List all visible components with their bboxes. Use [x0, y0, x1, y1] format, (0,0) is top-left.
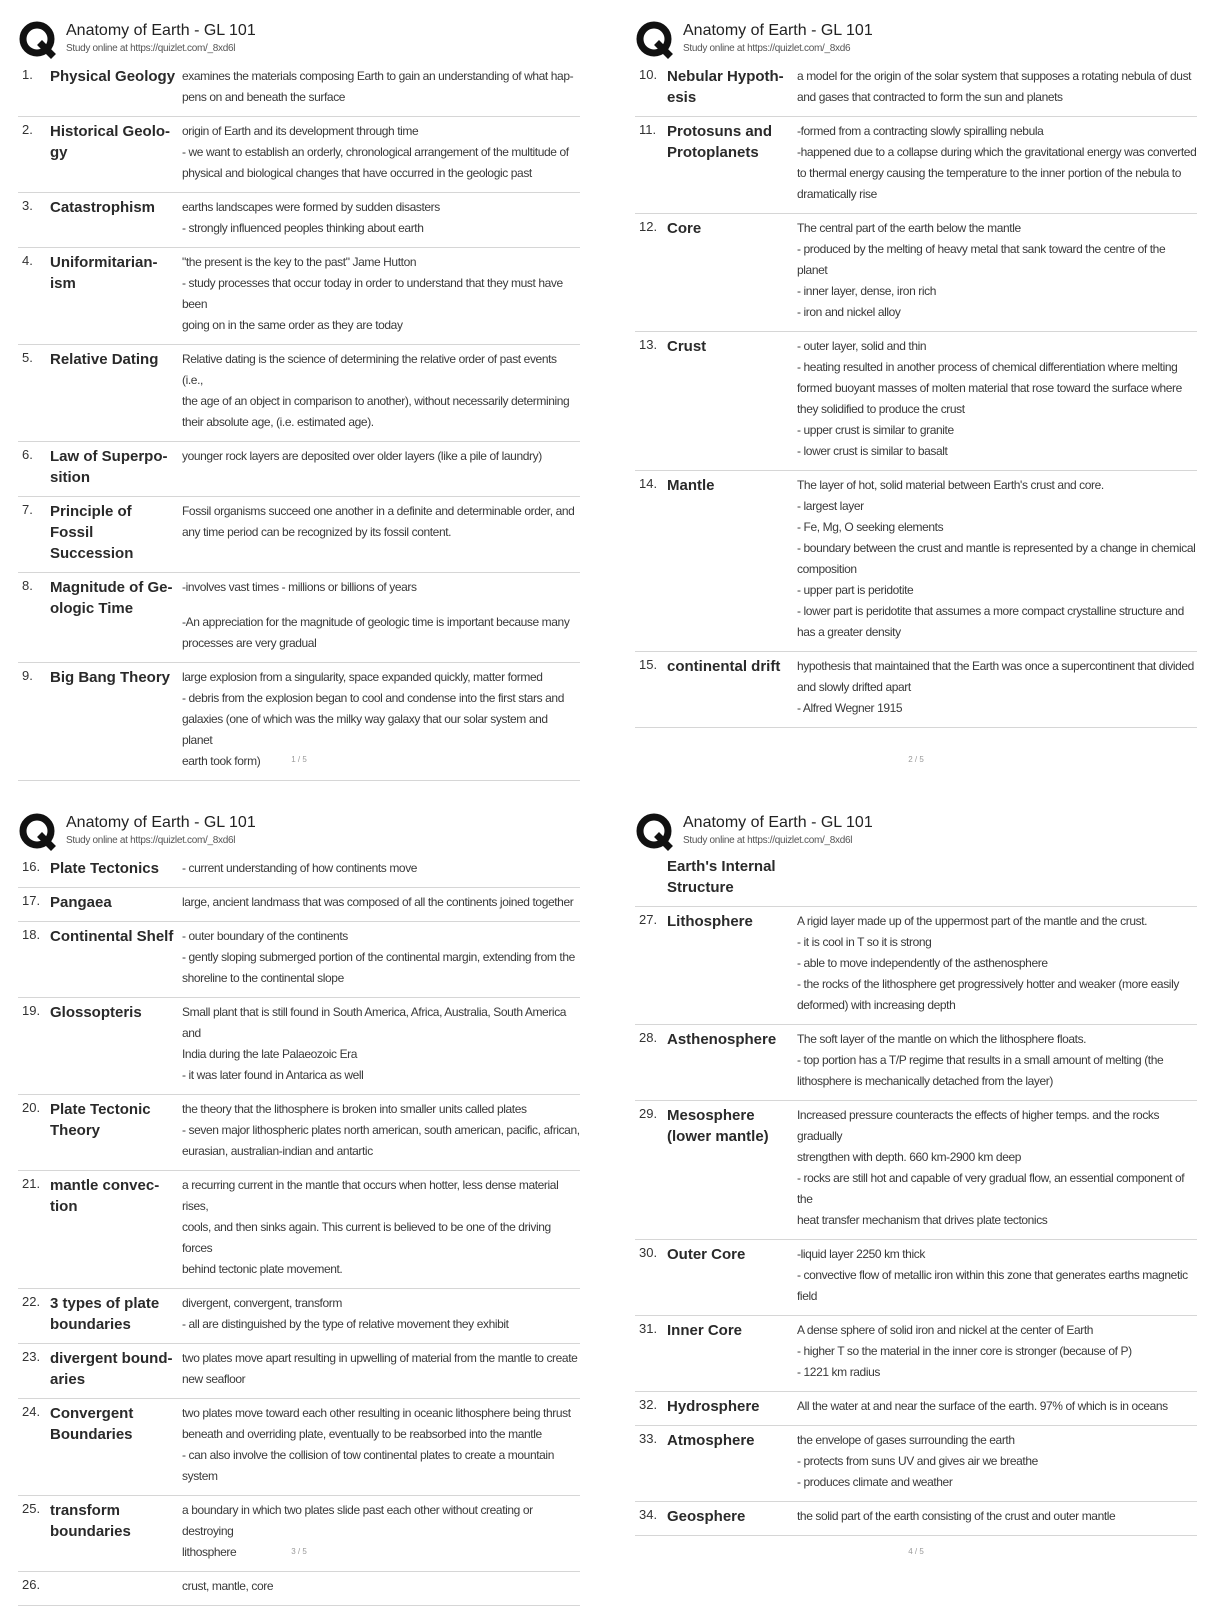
term-name: Lithosphere [667, 913, 753, 930]
page-header [18, 18, 580, 62]
term-name: Pangaea [50, 894, 112, 911]
term-definition [797, 1105, 1197, 1231]
definition-line: - gently sloping submerged portion of the continental margin, extending from the [182, 950, 575, 964]
term-row [18, 1095, 580, 1171]
term-list [635, 62, 1197, 728]
term-number: 6. [22, 447, 33, 462]
term-name: Uniformitarian- ism [50, 254, 158, 292]
term-row [635, 332, 1197, 471]
header-title: Anatomy of Earth - GL 101 [683, 22, 873, 39]
definition-line: their absolute age, (i.e. estimated age). [182, 415, 374, 429]
term-number: 18. [22, 927, 41, 942]
term-name: Hydrosphere [667, 1398, 760, 1415]
definition-line: -happened due to a collapse during which the gravitational energy was converted [797, 145, 1197, 159]
definition-line: divergent, convergent, transform [182, 1296, 342, 1310]
definition-line: origin of Earth and its development through time [182, 124, 419, 138]
term-row [18, 998, 580, 1095]
term-name: Glossopteris [50, 1004, 142, 1021]
definition-line: Small plant that is still found in South America, Africa, Australia, South America and [182, 1005, 567, 1040]
term-row [18, 573, 580, 663]
header-subtitle: Study online at https://quizlet.com/_8xd6l [66, 43, 236, 54]
term-row [18, 1171, 580, 1289]
definition-gap [182, 598, 580, 612]
term-row [635, 1392, 1197, 1426]
definition-line: heat transfer mechanism that drives plate tectonics [797, 1213, 1048, 1227]
definition-line: - protects from suns UV and gives air we breathe [797, 1454, 1038, 1468]
term-list [18, 62, 580, 781]
term-number: 9. [22, 668, 33, 683]
definition-line: and gases that contracted to form the sun and planets [797, 90, 1063, 104]
term-number: 31. [639, 1321, 658, 1336]
definition-line: - heating resulted in another process of chemical differentiation where melting [797, 360, 1178, 374]
page-number: 3 / 5 [291, 1547, 307, 1556]
term-definition [182, 892, 580, 913]
term-number: 11. [639, 122, 657, 137]
term-name: Geosphere [667, 1508, 746, 1525]
definition-line: to thermal energy causing the temperature to the inner portion of the nebula to [797, 166, 1181, 180]
definition-line: they solidified to produce the crust [797, 402, 965, 416]
term-row [18, 922, 580, 998]
term-list [18, 854, 580, 1606]
term-name: divergent bound- aries [50, 1350, 173, 1388]
definition-line: the age of an object in comparison to another), without necessarily determining [182, 394, 570, 408]
term-number: 3. [22, 198, 33, 213]
term-name: Asthenosphere [667, 1031, 777, 1048]
definition-line: dramatically rise [797, 187, 877, 201]
quizlet-logo-icon [18, 20, 56, 58]
term-name: Plate Tectonics [50, 860, 159, 877]
definition-line: composition [797, 562, 857, 576]
term-name: Core [667, 220, 702, 237]
term-definition [797, 1244, 1197, 1307]
definition-line: - upper crust is similar to granite [797, 423, 954, 437]
term-row [18, 345, 580, 442]
term-row [635, 62, 1197, 117]
term-number: 15. [639, 657, 658, 672]
term-row [635, 652, 1197, 728]
term-name: Outer Core [667, 1246, 746, 1263]
term-number: 19. [22, 1003, 41, 1018]
term-row [635, 117, 1197, 214]
definition-line: - produces climate and weather [797, 1475, 953, 1489]
term-definition [182, 446, 580, 488]
definition-line: shoreline to the continental slope [182, 971, 344, 985]
page-1 [18, 18, 580, 778]
term-number: 8. [22, 578, 33, 593]
term-definition [182, 197, 580, 239]
term-definition [797, 1320, 1197, 1383]
definition-line: - 1221 km radius [797, 1365, 880, 1379]
term-row [635, 1316, 1197, 1392]
term-row [18, 1572, 580, 1606]
definition-line: - lower part is peridotite that assumes a more compact crystalline structure and [797, 604, 1184, 618]
definition-line: younger rock layers are deposited over older layers (like a pile of laundry) [182, 449, 542, 463]
term-number: 23. [22, 1349, 41, 1364]
definition-line: - able to move independently of the asthenosphere [797, 956, 1048, 970]
page-3 [18, 810, 580, 1593]
definition-line: large, ancient landmass that was composed of all the continents joined together [182, 895, 574, 909]
definition-line: a boundary in which two plates slide past each other without creating or destroying [182, 1503, 533, 1538]
definition-line: beneath and overriding plate, eventually to be reabsorbed into the mantle [182, 1427, 542, 1441]
term-definition [182, 349, 580, 433]
term-definition [797, 66, 1197, 108]
term-name: Inner Core [667, 1322, 743, 1339]
definition-line: A rigid layer made up of the uppermost part of the mantle and the crust. [797, 914, 1148, 928]
definition-line: -An appreciation for the magnitude of geologic time is important because many [182, 615, 570, 629]
definition-line: examines the materials composing Earth to gain an understanding of what hap- [182, 69, 574, 83]
term-name: Continental Shelf [50, 928, 174, 945]
page-number: 2 / 5 [908, 755, 924, 764]
term-name: Protosuns and Protoplanets [667, 123, 773, 161]
term-definition [182, 577, 580, 654]
definition-line: The soft layer of the mantle on which the lithosphere floats. [797, 1032, 1087, 1046]
definition-line: - outer boundary of the continents [182, 929, 348, 943]
definition-line: India during the late Palaeozoic Era [182, 1047, 358, 1061]
page-4 [635, 810, 1197, 1570]
term-row [18, 888, 580, 922]
term-name: Relative Dating [50, 351, 159, 368]
term-number: 30. [639, 1245, 658, 1260]
term-name: Principle of Fossil Succession [50, 503, 134, 562]
definition-line: - all are distinguished by the type of relative movement they exhibit [182, 1317, 509, 1331]
term-definition [797, 218, 1197, 323]
page-header [18, 810, 580, 854]
definition-line: a recurring current in the mantle that occurs when hotter, less dense material rises, [182, 1178, 559, 1213]
term-name: Catastrophism [50, 199, 156, 216]
header-subtitle: Study online at https://quizlet.com/_8xd6l [683, 835, 853, 846]
definition-line: earths landscapes were formed by sudden disasters [182, 200, 440, 214]
term-name: continental drift [667, 658, 781, 675]
term-number: 21. [22, 1176, 41, 1191]
term-definition [182, 1403, 580, 1487]
definition-line: and slowly drifted apart [797, 680, 911, 694]
page-2 [635, 18, 1197, 778]
page-number: 1 / 5 [291, 755, 307, 764]
definition-line: eurasian, australian-indian and antartic [182, 1144, 373, 1158]
quizlet-logo-icon [18, 812, 56, 850]
definition-line: -involves vast times - millions or billions of years [182, 580, 417, 594]
term-list [635, 907, 1197, 1536]
term-number: 12. [639, 219, 658, 234]
definition-line: - seven major lithospheric plates north american, south american, pacific, african, [182, 1123, 580, 1137]
term-number: 28. [639, 1030, 658, 1045]
definition-line: any time period can be recognized by its fossil content. [182, 525, 452, 539]
term-name: transform boundaries [50, 1502, 131, 1540]
definition-line: the envelope of gases surrounding the earth [797, 1433, 1015, 1447]
header-title: Anatomy of Earth - GL 101 [66, 22, 256, 39]
term-name: Plate Tectonic Theory [50, 1101, 151, 1139]
term-number: 14. [639, 476, 658, 491]
term-row [18, 854, 580, 888]
term-row [18, 1399, 580, 1496]
definition-line: physical and biological changes that have occurred in the geologic past [182, 166, 532, 180]
term-number: 34. [639, 1507, 658, 1522]
page-number: 4 / 5 [908, 1547, 924, 1556]
term-name: Physical Geology [50, 68, 176, 85]
term-number: 16. [22, 859, 41, 874]
term-row [635, 214, 1197, 332]
term-number: 25. [22, 1501, 41, 1516]
term-definition [797, 1029, 1197, 1092]
definition-line: cools, and then sinks again. This current is believed to be one of the driving forces [182, 1220, 551, 1255]
definition-line: The central part of the earth below the mantle [797, 221, 1021, 235]
term-name: Law of Superpo- sition [50, 448, 168, 486]
term-definition [182, 66, 580, 108]
term-definition [182, 1348, 580, 1390]
definition-line: "the present is the key to the past" Jame Hutton [182, 255, 417, 269]
definition-line: has a greater density [797, 625, 901, 639]
term-number: 20. [22, 1100, 41, 1115]
page-header [635, 810, 1197, 854]
term-definition [182, 858, 580, 879]
definition-line: lithosphere [182, 1545, 237, 1559]
term-definition [182, 121, 580, 184]
term-row [18, 442, 580, 497]
term-name: Big Bang Theory [50, 669, 171, 686]
term-number: 13. [639, 337, 658, 352]
definition-line: new seafloor [182, 1372, 246, 1386]
page-header [635, 18, 1197, 62]
term-definition [182, 926, 580, 989]
definition-line: Fossil organisms succeed one another in a definite and determinable order, and [182, 504, 575, 518]
term-row [635, 471, 1197, 652]
definition-line: - debris from the explosion began to cool and condense into the first stars and [182, 691, 564, 705]
term-name: Nebular Hypoth- esis [667, 68, 784, 106]
section-heading-row [635, 854, 1197, 907]
term-number: 4. [22, 253, 33, 268]
definition-line: Relative dating is the science of determining the relative order of past events (i.e., [182, 352, 557, 387]
definition-line: - outer layer, solid and thin [797, 339, 927, 353]
term-number: 32. [639, 1397, 658, 1412]
definition-line: - Alfred Wegner 1915 [797, 701, 903, 715]
term-number: 10. [639, 67, 658, 82]
term-definition [182, 1576, 580, 1597]
definition-line: - top portion has a T/P regime that results in a small amount of melting (the [797, 1053, 1164, 1067]
definition-line: the solid part of the earth consisting of the crust and outer mantle [797, 1509, 1116, 1523]
quizlet-logo-icon [635, 812, 673, 850]
definition-line: deformed) with increasing depth [797, 998, 956, 1012]
definition-line: - study processes that occur today in order to understand that they must have been [182, 276, 563, 311]
definition-line: processes are very gradual [182, 636, 317, 650]
term-number: 26. [22, 1577, 41, 1592]
term-row [18, 193, 580, 248]
definition-line: - it was later found in Antarica as well [182, 1068, 364, 1082]
definition-line: - it is cool in T so it is strong [797, 935, 932, 949]
definition-line: two plates move toward each other resulting in oceanic lithosphere being thrust [182, 1406, 571, 1420]
term-row [18, 117, 580, 193]
definition-line: field [797, 1289, 818, 1303]
term-definition [797, 1430, 1197, 1493]
definition-line: - produced by the melting of heavy metal that sank toward the centre of the planet [797, 242, 1166, 277]
term-definition [182, 1002, 580, 1086]
term-definition [797, 121, 1197, 205]
term-definition [797, 336, 1197, 462]
definition-line: - convective flow of metallic iron within this zone that generates earths magnetic [797, 1268, 1188, 1282]
definition-line: - higher T so the material in the inner core is stronger (because of P) [797, 1344, 1132, 1358]
header-subtitle: Study online at https://quizlet.com/_8xd6l [66, 835, 236, 846]
definition-line: earth took form) [182, 754, 261, 768]
term-name: mantle convec- tion [50, 1177, 160, 1215]
term-number: 29. [639, 1106, 658, 1121]
section-heading: Earth's Internal Structure [667, 858, 776, 896]
definition-line: - lower crust is similar to basalt [797, 444, 948, 458]
definition-line: pens on and beneath the surface [182, 90, 346, 104]
term-definition [182, 501, 580, 564]
definition-line: galaxies (one of which was the milky way galaxy that our solar system and planet [182, 712, 548, 747]
term-number: 22. [22, 1294, 41, 1309]
term-definition [182, 252, 580, 336]
definition-line: - we want to establish an orderly, chronological arrangement of the multitude of [182, 145, 569, 159]
definition-line: - inner layer, dense, iron rich [797, 284, 937, 298]
definition-line: - the rocks of the lithosphere get progressively hotter and weaker (more easily [797, 977, 1179, 991]
definition-line: Increased pressure counteracts the effects of higher temps. and the rocks gradually [797, 1108, 1160, 1143]
term-row [635, 1101, 1197, 1240]
term-row [635, 907, 1197, 1025]
term-row [18, 248, 580, 345]
term-row [18, 1344, 580, 1399]
definition-line: a model for the origin of the solar system that supposes a rotating nebula of dust [797, 69, 1192, 83]
definition-line: - largest layer [797, 499, 864, 513]
header-subtitle: Study online at https://quizlet.com/_8xd6 [683, 43, 851, 54]
term-definition [182, 1293, 580, 1335]
definition-line: - upper part is peridotite [797, 583, 914, 597]
header-title: Anatomy of Earth - GL 101 [683, 814, 873, 831]
term-row [635, 1426, 1197, 1502]
term-definition [797, 656, 1197, 719]
term-number: 1. [22, 67, 33, 82]
definition-line: crust, mantle, core [182, 1579, 274, 1593]
definition-line: -formed from a contracting slowly spiralling nebula [797, 124, 1044, 138]
definition-line: - strongly influenced peoples thinking about earth [182, 221, 424, 235]
term-definition [797, 911, 1197, 1016]
term-name: Atmosphere [667, 1432, 755, 1449]
definition-line: - rocks are still hot and capable of very gradual flow, an essential component of the [797, 1171, 1185, 1206]
term-name: Mantle [667, 477, 715, 494]
definition-line: - iron and nickel alloy [797, 305, 901, 319]
definition-line: - boundary between the crust and mantle is represented by a change in chemical [797, 541, 1196, 555]
definition-line: the theory that the lithosphere is broken into smaller units called plates [182, 1102, 527, 1116]
definition-line: large explosion from a singularity, space expanded quickly, matter formed [182, 670, 543, 684]
term-number: 17. [22, 893, 41, 908]
term-name: Magnitude of Ge- ologic Time [50, 579, 173, 617]
term-definition [797, 1396, 1197, 1417]
term-definition [797, 475, 1197, 643]
definition-line: - Fe, Mg, O seeking elements [797, 520, 944, 534]
term-number: 33. [639, 1431, 658, 1446]
definition-line: -liquid layer 2250 km thick [797, 1247, 925, 1261]
term-definition [797, 1506, 1197, 1527]
term-number: 2. [22, 122, 33, 137]
definition-line: - current understanding of how continents move [182, 861, 418, 875]
term-row [635, 1502, 1197, 1536]
term-definition [182, 1175, 580, 1280]
definition-line: behind tectonic plate movement. [182, 1262, 343, 1276]
term-row [18, 1289, 580, 1344]
definition-line: formed buoyant masses of molten material that rose toward the surface where [797, 381, 1182, 395]
term-name: Historical Geolo- gy [50, 123, 171, 161]
term-name [50, 1576, 182, 1597]
definition-line: All the water at and near the surface of the earth. 97% of which is in oceans [797, 1399, 1168, 1413]
term-number: 24. [22, 1404, 41, 1419]
definition-line: two plates move apart resulting in upwelling of material from the mantle to create [182, 1351, 578, 1365]
definition-line: lithosphere is mechanically detached from the layer) [797, 1074, 1054, 1088]
term-row [18, 1496, 580, 1572]
quizlet-logo-icon [635, 20, 673, 58]
header-title: Anatomy of Earth - GL 101 [66, 814, 256, 831]
term-name: Convergent Boundaries [50, 1405, 134, 1443]
term-definition [182, 1099, 580, 1162]
term-name: 3 types of plate boundaries [50, 1295, 160, 1333]
term-row [635, 1240, 1197, 1316]
term-number: 7. [22, 502, 33, 517]
term-row [635, 1025, 1197, 1101]
term-number: 27. [639, 912, 658, 927]
term-row [18, 497, 580, 573]
definition-line: strengthen with depth. 660 km-2900 km deep [797, 1150, 1022, 1164]
definition-line: hypothesis that maintained that the Earth was once a supercontinent that divided [797, 659, 1194, 673]
definition-line: The layer of hot, solid material between Earth's crust and core. [797, 478, 1104, 492]
definition-line: - can also involve the collision of tow continental plates to create a mountain system [182, 1448, 554, 1483]
term-number: 5. [22, 350, 33, 365]
definition-line: A dense sphere of solid iron and nickel at the center of Earth [797, 1323, 1094, 1337]
definition-line: going on in the same order as they are today [182, 318, 403, 332]
term-name: Crust [667, 338, 707, 355]
term-name: Mesosphere (lower mantle) [667, 1107, 769, 1145]
term-row [18, 62, 580, 117]
